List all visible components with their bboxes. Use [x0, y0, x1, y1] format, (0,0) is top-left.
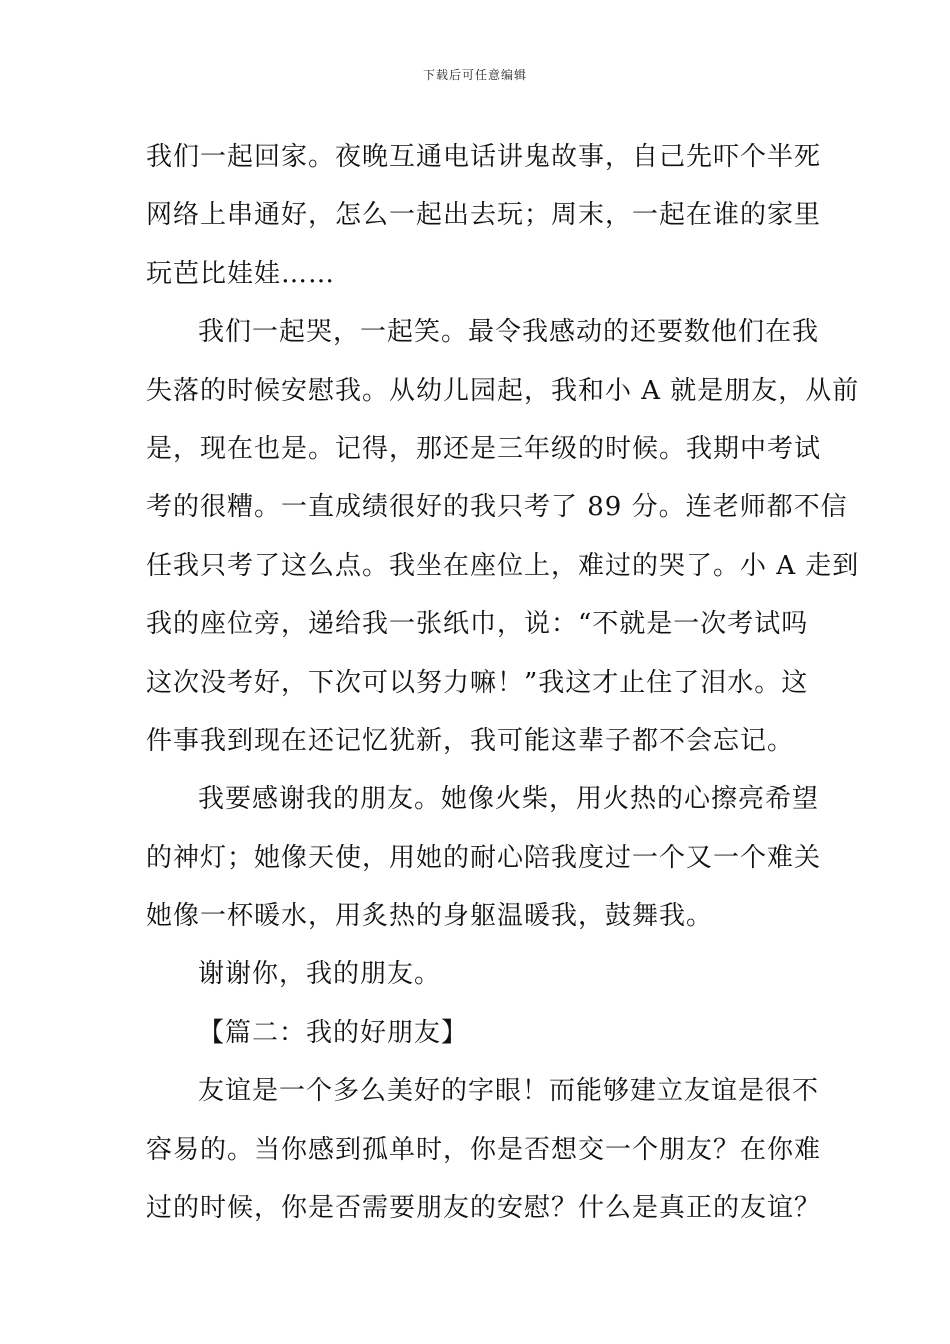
text-line: 网络上串通好，怎么一起出去玩；周末，一起在谁的家里	[146, 200, 822, 231]
text-line: 容易的。当你感到孤单时，你是否想交一个朋友？在你难	[146, 1134, 822, 1165]
section-heading: 【篇二：我的好朋友】	[198, 1017, 469, 1048]
text-line: 的神灯；她像天使，用她的耐心陪我度过一个又一个难关	[146, 842, 822, 873]
text-line: 失落的时候安慰我。从幼儿园起，我和小 A 就是朋友，从前	[146, 375, 860, 406]
text-line: 我们一起哭，一起笑。最令我感动的还要数他们在我	[198, 317, 820, 348]
text-line: 任我只考了这么点。我坐在座位上，难过的哭了。小 A 走到	[146, 550, 860, 581]
text-line: 友谊是一个多么美好的字眼！而能够建立友谊是很不	[198, 1076, 820, 1107]
text-line: 过的时候，你是否需要朋友的安慰？什么是真正的友谊？	[146, 1193, 822, 1224]
text-line: 我们一起回家。夜晚互通电话讲鬼故事，自己先吓个半死	[146, 142, 822, 172]
text-line: 我要感谢我的朋友。她像火柴，用火热的心擦亮希望	[198, 784, 820, 815]
text-line: 是，现在也是。记得，那还是三年级的时候。我期中考试	[146, 433, 822, 464]
text-line: 她像一杯暖水，用炙热的身躯温暖我，鼓舞我。	[146, 901, 714, 932]
text-line: 件事我到现在还记忆犹新，我可能这辈子都不会忘记。	[146, 725, 795, 756]
text-line: 谢谢你，我的朋友。	[198, 959, 442, 990]
body-text	[146, 128, 860, 1237]
page-header-note: 下载后可任意编辑	[422, 68, 527, 82]
text-line: 我的座位旁，递给我一张纸巾，说：“不就是一次考试吗	[146, 609, 809, 640]
text-line: 考的很糟。一直成绩很好的我只考了 89 分。连老师都不信	[146, 492, 848, 523]
text-line: 这次没考好，下次可以努力嘛！”我这才止住了泪水。这	[146, 667, 809, 698]
text-line: 玩芭比娃娃……	[146, 258, 336, 289]
